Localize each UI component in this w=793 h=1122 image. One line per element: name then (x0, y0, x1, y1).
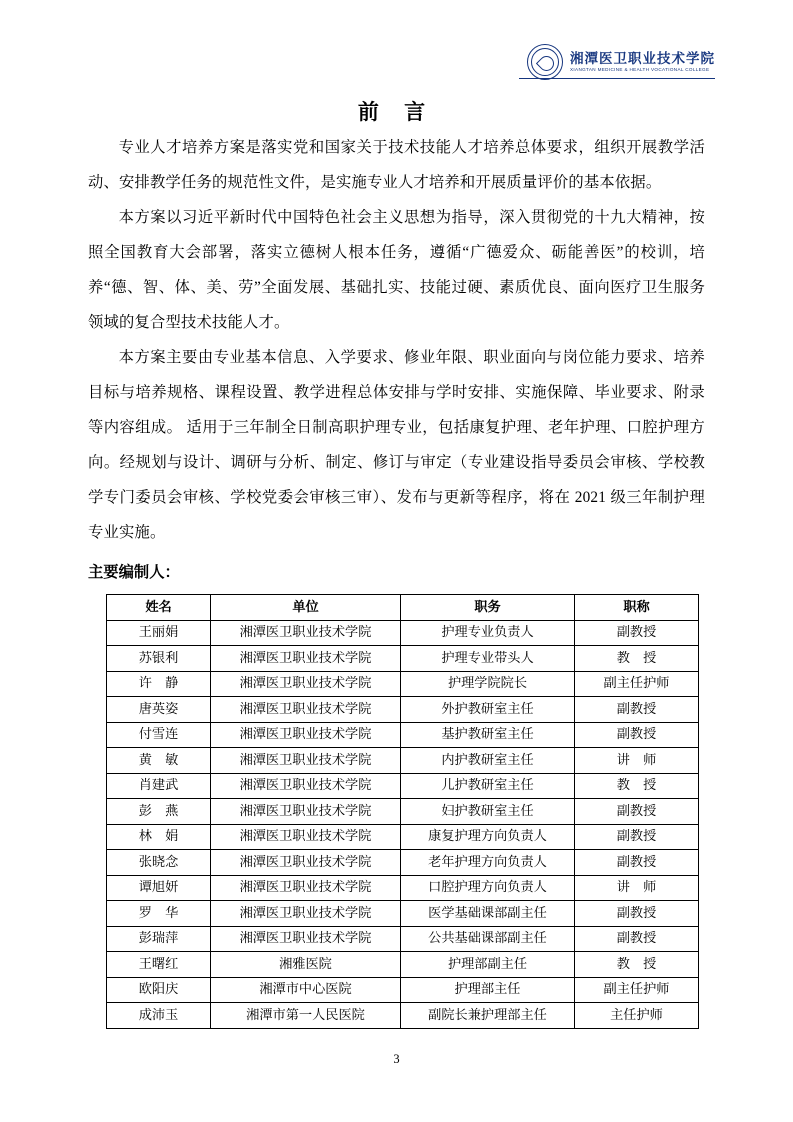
editors-table-body (107, 620, 699, 1028)
cell-name: 罗 华 (107, 901, 211, 927)
table-row (107, 952, 699, 978)
cell-unit: 湘潭医卫职业技术学院 (211, 748, 401, 774)
table-header-row (107, 595, 699, 621)
cell-title: 副教授 (575, 850, 699, 876)
cell-title: 讲 师 (575, 875, 699, 901)
table-row (107, 697, 699, 723)
cell-unit: 湘潭医卫职业技术学院 (211, 926, 401, 952)
cell-name: 谭旭妍 (107, 875, 211, 901)
cell-name: 肖建武 (107, 773, 211, 799)
cell-title: 副主任护师 (575, 977, 699, 1003)
cell-duty: 护理部副主任 (401, 952, 575, 978)
cell-unit: 湘潭医卫职业技术学院 (211, 646, 401, 672)
paragraph-3: 本方案主要由专业基本信息、入学要求、修业年限、职业面向与岗位能力要求、培养目标与培养规格、课程设置、教学进程总体安排与学时安排、实施保障、毕业要求、附录等内容组成。 适用于三年制全日制高职护理专业，包括康复护理、老年护理、口腔护理方向。经规划与设计、调研与分析、制定、修订与审定（专业建设指导委员会审核、学校教学专门委员会审核、学校党委会审核三审）、发布与更新等程序，将在 2021 级三年制护理专业实施。 (88, 349, 705, 541)
cell-title: 副教授 (575, 697, 699, 723)
cell-name: 张晓念 (107, 850, 211, 876)
table-row (107, 926, 699, 952)
paragraph-2: 本方案以习近平新时代中国特色社会主义思想为指导，深入贯彻党的十九大精神，按照全国教育大会部署，落实立德树人根本任务，遵循“广德爱众、砺能善医”的校训，培养“德、智、体、美、劳”全面发展、基础扎实、技能过硬、素质优良、面向医疗卫生服务领域的复合型技术技能人才。 (88, 209, 705, 331)
cell-unit: 湘潭医卫职业技术学院 (211, 875, 401, 901)
cell-unit: 湘潭医卫职业技术学院 (211, 671, 401, 697)
table-row (107, 1003, 699, 1029)
cell-duty: 基护教研室主任 (401, 722, 575, 748)
cell-duty: 儿护教研室主任 (401, 773, 575, 799)
cell-name: 欧阳庆 (107, 977, 211, 1003)
cell-unit: 湘潭医卫职业技术学院 (211, 722, 401, 748)
page-title: 前 言 (357, 100, 436, 124)
cell-title: 副教授 (575, 901, 699, 927)
cell-duty: 内护教研室主任 (401, 748, 575, 774)
table-row (107, 748, 699, 774)
college-name-cn: 湘潭医卫职业技术学院 (570, 50, 715, 66)
cell-name: 王曙红 (107, 952, 211, 978)
cell-title: 副教授 (575, 926, 699, 952)
cell-duty: 口腔护理方向负责人 (401, 875, 575, 901)
cell-name: 付雪连 (107, 722, 211, 748)
table-row (107, 824, 699, 850)
table-row (107, 875, 699, 901)
college-logo-text (570, 52, 715, 73)
page-number: 3 (393, 1052, 400, 1066)
cell-unit: 湘潭医卫职业技术学院 (211, 773, 401, 799)
cell-duty: 医学基础课部副主任 (401, 901, 575, 927)
cell-unit: 湘雅医院 (211, 952, 401, 978)
table-row (107, 722, 699, 748)
column-header-unit: 单位 (211, 595, 401, 621)
cell-unit: 湘潭医卫职业技术学院 (211, 901, 401, 927)
logo-divider (519, 78, 715, 79)
cell-name: 黄 敏 (107, 748, 211, 774)
cell-title: 副教授 (575, 799, 699, 825)
table-row (107, 850, 699, 876)
cell-unit: 湘潭医卫职业技术学院 (211, 799, 401, 825)
cell-duty: 老年护理方向负责人 (401, 850, 575, 876)
cell-title: 教 授 (575, 952, 699, 978)
editors-table-wrapper (88, 594, 705, 1029)
table-row (107, 901, 699, 927)
table-row (107, 646, 699, 672)
college-seal-icon (527, 44, 563, 80)
cell-name: 苏银利 (107, 646, 211, 672)
cell-title: 讲 师 (575, 748, 699, 774)
cell-duty: 护理学院院长 (401, 671, 575, 697)
cell-title: 副教授 (575, 824, 699, 850)
table-row (107, 977, 699, 1003)
column-header-duty: 职务 (401, 595, 575, 621)
cell-name: 王丽娟 (107, 620, 211, 646)
table-row (107, 799, 699, 825)
cell-duty: 外护教研室主任 (401, 697, 575, 723)
college-logo (527, 44, 715, 80)
cell-title: 教 授 (575, 773, 699, 799)
cell-name: 唐英姿 (107, 697, 211, 723)
column-header-name: 姓名 (107, 595, 211, 621)
college-name-en: XIANGTAN MEDICINE & HEALTH VOCATIONAL COLLEGE (570, 66, 710, 72)
cell-title: 副教授 (575, 722, 699, 748)
table-row (107, 671, 699, 697)
cell-duty: 康复护理方向负责人 (401, 824, 575, 850)
cell-duty: 护理专业负责人 (401, 620, 575, 646)
cell-duty: 妇护教研室主任 (401, 799, 575, 825)
editors-table (106, 594, 699, 1029)
editors-subheading: 主要编制人： (88, 564, 180, 581)
cell-name: 彭 燕 (107, 799, 211, 825)
cell-duty: 公共基础课部副主任 (401, 926, 575, 952)
cell-unit: 湘潭医卫职业技术学院 (211, 620, 401, 646)
table-row (107, 620, 699, 646)
cell-unit: 湘潭医卫职业技术学院 (211, 824, 401, 850)
cell-duty: 副院长兼护理部主任 (401, 1003, 575, 1029)
cell-unit: 湘潭市中心医院 (211, 977, 401, 1003)
document-body (88, 130, 705, 1029)
cell-name: 彭瑞萍 (107, 926, 211, 952)
cell-title: 主任护师 (575, 1003, 699, 1029)
cell-name: 成沛玉 (107, 1003, 211, 1029)
cell-title: 副教授 (575, 620, 699, 646)
cell-duty: 护理部主任 (401, 977, 575, 1003)
table-row (107, 773, 699, 799)
cell-name: 林 娟 (107, 824, 211, 850)
cell-unit: 湘潭市第一人民医院 (211, 1003, 401, 1029)
cell-name: 许 静 (107, 671, 211, 697)
cell-unit: 湘潭医卫职业技术学院 (211, 850, 401, 876)
cell-title: 副主任护师 (575, 671, 699, 697)
paragraph-1: 专业人才培养方案是落实党和国家关于技术技能人才培养总体要求，组织开展教学活动、安排教学任务的规范性文件，是实施专业人才培养和开展质量评价的基本依据。 (88, 139, 705, 191)
cell-duty: 护理专业带头人 (401, 646, 575, 672)
cell-unit: 湘潭医卫职业技术学院 (211, 697, 401, 723)
column-header-title: 职称 (575, 595, 699, 621)
cell-title: 教 授 (575, 646, 699, 672)
